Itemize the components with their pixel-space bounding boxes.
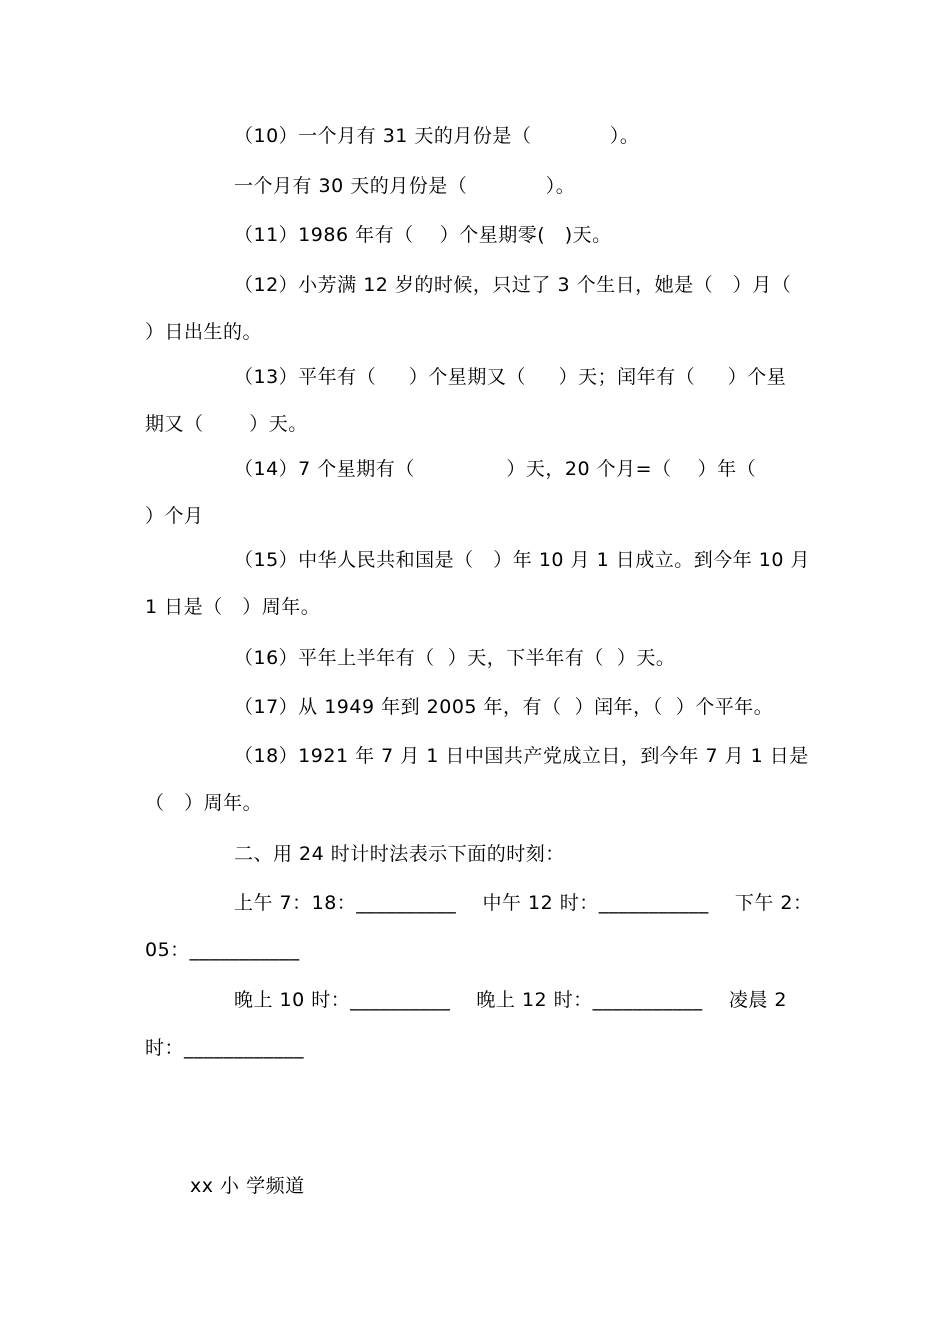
question-15-line-2: 1 日是（ ）周年。: [145, 596, 321, 618]
question-13-line-2: 期又（ ）天。: [145, 413, 308, 435]
question-13-line-1: （13）平年有（ ）个星期又（ ）天；闰年有（ ）个星: [234, 366, 787, 388]
question-12-line-2: ）日出生的。: [145, 321, 263, 343]
time-row-2-line-2: 时：____________: [145, 1037, 305, 1059]
question-10-line-1: （10）一个月有 31 天的月份是（ ）。: [234, 125, 640, 147]
question-12-line-1: （12）小芳满 12 岁的时候，只过了 3 个生日，她是（ ）月（: [234, 274, 792, 296]
section-2-heading: 二、用 24 时计时法表示下面的时刻：: [234, 843, 565, 865]
question-10-line-2: 一个月有 30 天的月份是（ ）。: [234, 175, 576, 197]
time-row-1-line-1: 上午 7：18：__________ 中午 12 时：___________ 下午 2：: [234, 892, 813, 914]
question-14-line-1: （14）7 个星期有（ ）天，20 个月=（ ）年（: [234, 458, 757, 480]
time-row-2-line-1: 晚上 10 时：__________ 晚上 12 时：___________ 凌晨 2: [234, 989, 787, 1011]
question-14-line-2: ）个月: [145, 505, 204, 527]
question-18-line-1: （18）1921 年 7 月 1 日中国共产党成立日，到今年 7 月 1 日是: [234, 745, 809, 767]
question-16: （16）平年上半年有（ ）天，下半年有（ ）天。: [234, 647, 676, 669]
question-15-line-1: （15）中华人民共和国是（ ）年 10 月 1 日成立。到今年 10 月: [234, 549, 810, 571]
question-18-line-2: （ ）周年。: [145, 792, 263, 814]
question-17: （17）从 1949 年到 2005 年，有（ ）闰年，（ ）个平年。: [234, 696, 774, 718]
time-row-1-line-2: 05：___________: [145, 939, 300, 961]
footer-text: xx 小 学频道: [190, 1175, 305, 1197]
question-11: （11）1986 年有（ ）个星期零( )天。: [234, 224, 612, 246]
